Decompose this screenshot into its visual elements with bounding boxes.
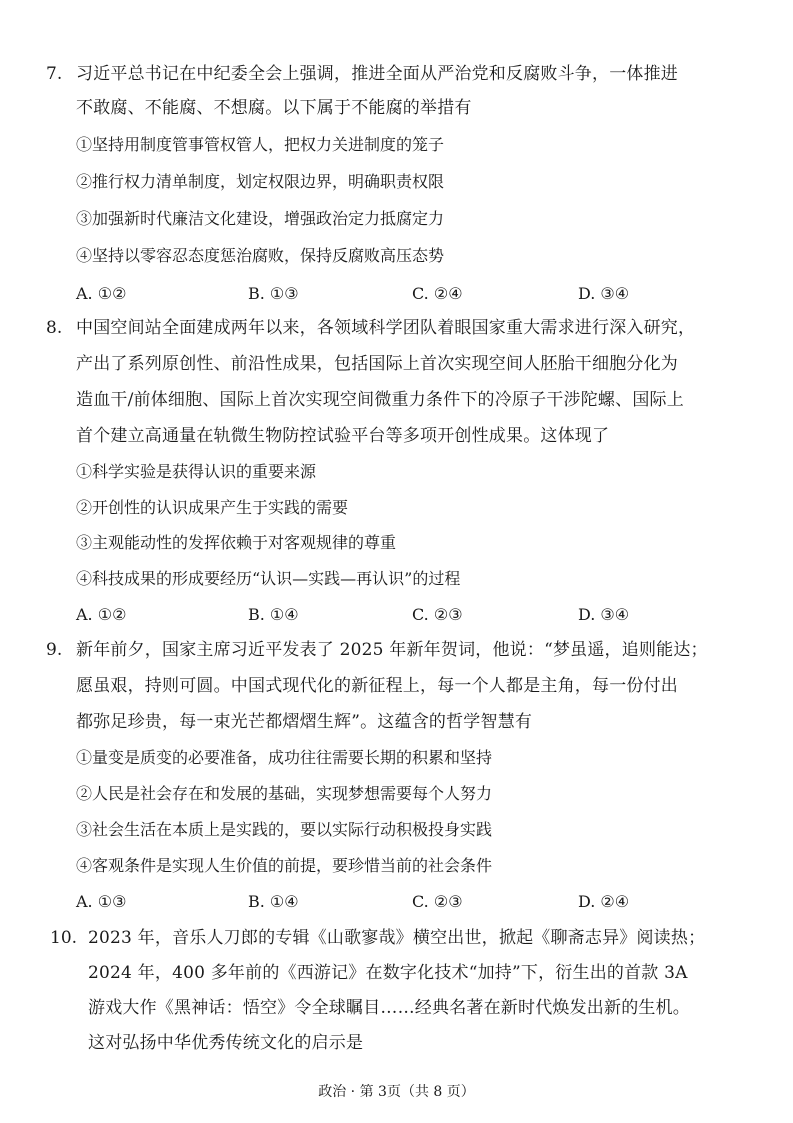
question-stem-line: 中国空间站全面建成两年以来，各领域科学团队着眼国家重大需求进行深入研究， bbox=[76, 318, 696, 338]
question-stem-line: 习近平总书记在中纪委全会上强调，推进全面从严治党和反腐败斗争，一体推进 bbox=[76, 64, 678, 84]
statement-option: ③主观能动性的发挥依赖于对客观规律的尊重 bbox=[76, 533, 397, 552]
question-number: 7. bbox=[46, 64, 63, 84]
question-stem-line: 不敢腐、不能腐、不想腐。以下属于不能腐的举措有 bbox=[76, 98, 472, 118]
question-number: 10. bbox=[50, 928, 78, 948]
statement-option: ①量变是质变的必要准备，成功往往需要长期的积累和坚持 bbox=[76, 748, 493, 767]
answer-choice-c: C. ②③ bbox=[412, 605, 463, 624]
statement-option: ①坚持用制度管事管权管人，把权力关进制度的笼子 bbox=[76, 135, 445, 154]
answer-choice-a: A. ①③ bbox=[76, 892, 127, 911]
statement-option: ④客观条件是实现人生价值的前提，要珍惜当前的社会条件 bbox=[76, 856, 493, 875]
question-stem-line: 都弥足珍贵，每一束光芒都熠熠生辉”。这蕴含的哲学智慧有 bbox=[76, 712, 533, 732]
statement-option: ③加强新时代廉洁文化建设，增强政治定力抵腐定力 bbox=[76, 209, 445, 228]
question-stem-line: 造血干/前体细胞、国际上首次实现空间微重力条件下的冷原子干涉陀螺、国际上 bbox=[76, 390, 684, 410]
question-stem-line: 游戏大作《黑神话：悟空》令全球瞩目……经典名著在新时代焕发出新的生机。 bbox=[88, 998, 690, 1018]
question-stem-line: 愿虽艰，持则可圆。中国式现代化的新征程上，每一个人都是主角，每一份付出 bbox=[76, 676, 678, 696]
statement-option: ④科技成果的形成要经历“认识—实践—再认识”的过程 bbox=[76, 569, 461, 588]
statement-option: ②人民是社会存在和发展的基础，实现梦想需要每个人努力 bbox=[76, 784, 493, 803]
answer-choice-c: C. ②③ bbox=[412, 892, 463, 911]
question-number: 8. bbox=[46, 318, 63, 338]
question-stem-line: 新年前夕，国家主席习近平发表了 2025 年新年贺词，他说：“梦虽遥，追则能达； bbox=[76, 640, 708, 660]
answer-choice-b: B. ①④ bbox=[248, 605, 299, 624]
question-stem-line: 首个建立高通量在轨微生物防控试验平台等多项开创性成果。这体现了 bbox=[76, 426, 610, 446]
page-footer: 政治 · 第 3页（共 8 页） bbox=[318, 1084, 475, 1100]
statement-option: ③社会生活在本质上是实践的，要以实际行动积极投身实践 bbox=[76, 820, 493, 839]
answer-choice-c: C. ②④ bbox=[412, 284, 463, 303]
statement-option: ②推行权力清单制度，划定权限边界，明确职责权限 bbox=[76, 172, 445, 191]
statement-option: ④坚持以零容忍态度惩治腐败，保持反腐败高压态势 bbox=[76, 246, 445, 265]
statement-option: ②开创性的认识成果产生于实践的需要 bbox=[76, 498, 349, 517]
answer-choice-b: B. ①③ bbox=[248, 284, 299, 303]
statement-option: ①科学实验是获得认识的重要来源 bbox=[76, 462, 317, 481]
answer-choice-d: D. ③④ bbox=[578, 284, 630, 303]
question-number: 9. bbox=[46, 640, 63, 660]
answer-choice-a: A. ①② bbox=[76, 284, 127, 303]
question-stem-line: 这对弘扬中华优秀传统文化的启示是 bbox=[88, 1033, 364, 1053]
answer-choice-a: A. ①② bbox=[76, 605, 127, 624]
answer-choice-b: B. ①④ bbox=[248, 892, 299, 911]
question-stem-line: 2024 年，400 多年前的《西游记》在数字化技术“加持”下，衍生出的首款 3A bbox=[88, 963, 688, 983]
answer-choice-d: D. ②④ bbox=[578, 892, 630, 911]
question-stem-line: 产出了系列原创性、前沿性成果，包括国际上首次实现空间人胚胎干细胞分化为 bbox=[76, 354, 678, 374]
answer-choice-d: D. ③④ bbox=[578, 605, 630, 624]
question-stem-line: 2023 年，音乐人刀郎的专辑《山歌寥哉》横空出世，掀起《聊斋志异》阅读热； bbox=[88, 928, 706, 948]
